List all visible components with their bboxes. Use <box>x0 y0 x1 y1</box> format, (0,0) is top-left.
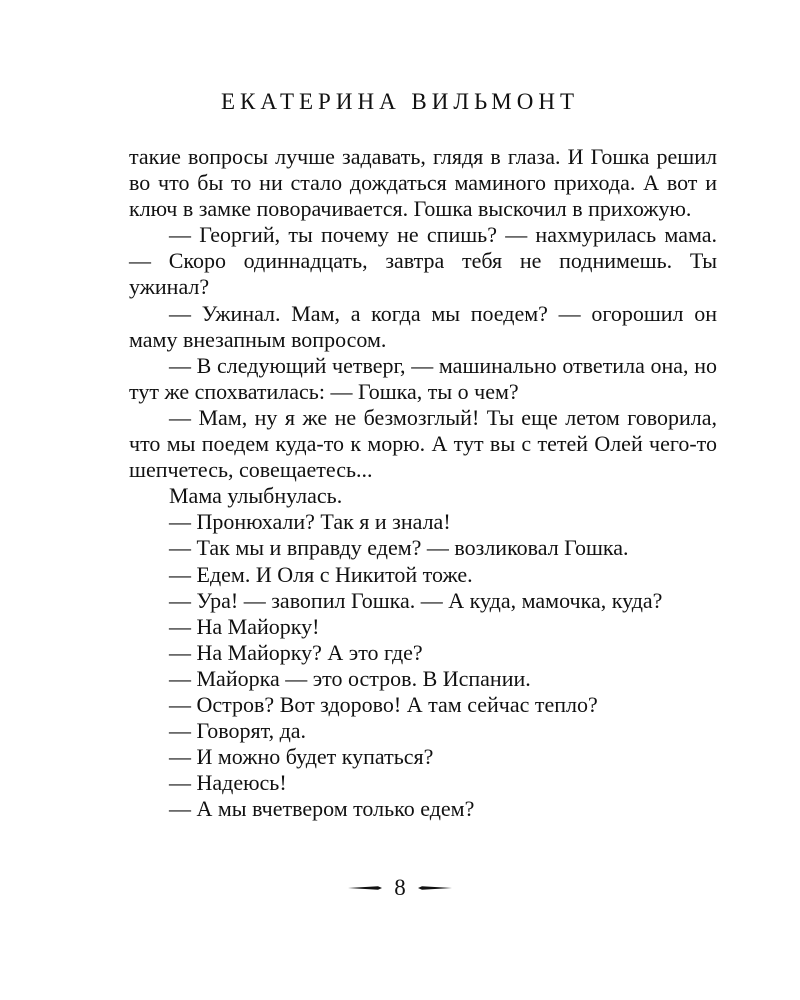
paragraph-17: — Надеюсь! <box>169 770 287 796</box>
paragraph-14: — Остров? Вот здорово! А там сейчас тепло? <box>169 691 598 717</box>
paragraph-7: — Пронюхали? Так я и знала! <box>169 509 451 535</box>
paragraph-6: Мама улыбнулась. <box>169 483 343 509</box>
paragraph-2: — Георгий, ты почему не спишь? — нахмурилась мама. — Скоро одиннадцать, завтра тебя не поднимешь. Ты ужинал? <box>129 222 717 300</box>
right-ornament-icon <box>418 884 452 892</box>
running-header: ЕКАТЕРИНА ВИЛЬМОНТ <box>220 89 579 114</box>
paragraph-16: — И можно будет купаться? <box>169 744 434 770</box>
paragraph-5: — Мам, ну я же не безмозглый! Ты еще летом говорила, что мы поедем куда-то к морю. А тут вы с тетей Олей чего-то шепчетесь, совещаетесь... <box>129 404 717 483</box>
book-text <box>129 144 717 822</box>
paragraph-13: — Майорка — это остров. В Испании. <box>169 665 531 691</box>
paragraph-3: — Ужинал. Мам, а когда мы поедем? — огорошил он маму внезапным вопросом. <box>129 300 717 352</box>
paragraph-15: — Говорят, да. <box>169 718 307 744</box>
paragraph-9: — Едем. И Оля с Никитой тоже. <box>169 561 473 587</box>
paragraph-1: такие вопросы лучше задавать, глядя в глаза. И Гошка решил во что бы то ни стало дождаться маминого прихода. А вот и ключ в замке поворачивается. Гошка выскочил в прихожую. <box>129 144 717 222</box>
paragraph-4: — В следующий четверг, — машинально ответила она, но тут же спохватилась: — Гошка, ты о чем? <box>129 352 717 404</box>
paragraph-18: — А мы вчетвером только едем? <box>169 796 475 822</box>
page-footer <box>0 874 800 902</box>
left-ornament-icon <box>348 884 382 892</box>
paragraph-11: — На Майорку! <box>169 613 320 639</box>
paragraph-12: — На Майорку? А это где? <box>169 639 423 665</box>
paragraph-8: — Так мы и вправду едем? — возликовал Гошка. <box>169 535 629 561</box>
paragraph-10: — Ура! — завопил Гошка. — А куда, мамочка, куда? <box>169 587 663 613</box>
page-number: 8 <box>394 875 406 900</box>
